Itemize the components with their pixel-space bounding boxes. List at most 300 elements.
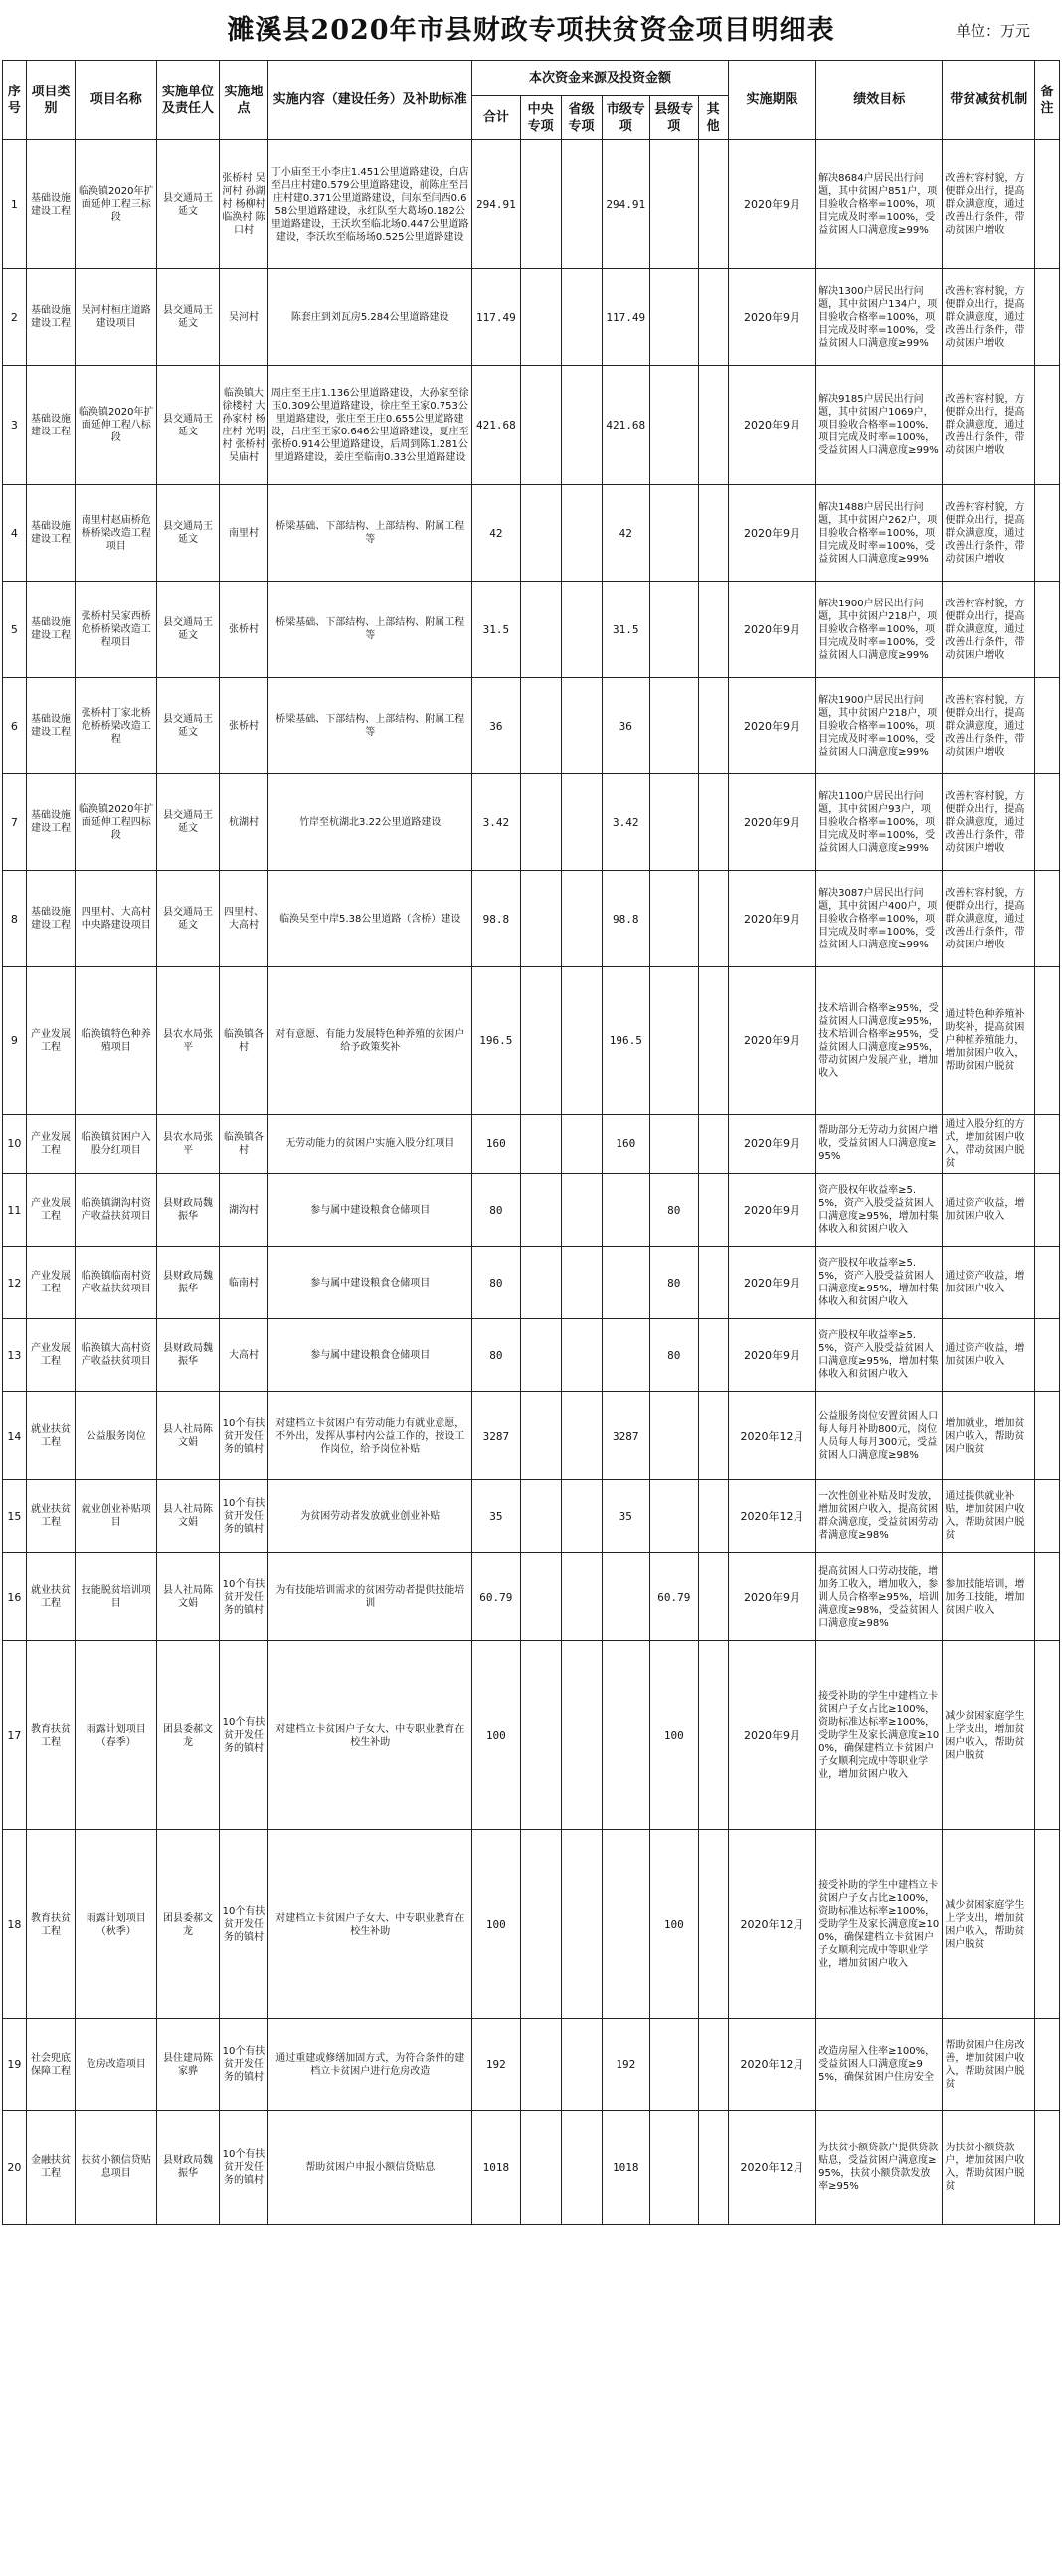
table-row (3, 774, 1060, 871)
col-header-funds-group: 本次资金来源及投资金额 (472, 61, 729, 96)
province-cell (561, 871, 602, 967)
province-cell (561, 678, 602, 774)
mechanism-cell: 通过提供就业补贴，增加贫困户收入，帮助贫困户脱贫 (943, 1480, 1035, 1553)
county-cell (650, 774, 699, 871)
remark-cell (1035, 678, 1060, 774)
name-cell: 临涣镇2020年扩面延伸工程八标段 (76, 366, 157, 485)
goal-cell: 为扶贫小额贷款户提供贷款贴息，受益贫困户满意度≥95%，扶贫小额贷款发放率≥95% (816, 2111, 943, 2225)
goal-cell: 提高贫困人口劳动技能，增加务工收入，增加收入，参训人员合格率≥95%，培训满意度≥98%，受益贫困人口满意度≥98% (816, 1553, 943, 1641)
content-cell: 陈套庄到刘瓦房5.284公里道路建设 (268, 269, 472, 366)
place-cell: 南里村 (219, 485, 268, 582)
city-cell: 117.49 (602, 269, 650, 366)
remark-cell (1035, 269, 1060, 366)
table-row (3, 582, 1060, 678)
mechanism-cell: 通过入股分红的方式，增加贫困户收入，带动贫困户脱贫 (943, 1115, 1035, 1174)
period-cell: 2020年9月 (728, 871, 815, 967)
col-header-central: 中央专项 (520, 96, 561, 140)
mechanism-cell: 减少贫困家庭学生上学支出，增加贫困户收入，帮助贫困户脱贫 (943, 1830, 1035, 2019)
province-cell (561, 582, 602, 678)
goal-cell: 解决8684户居民出行问题，其中贫困户851户，项目验收合格率=100%，项目完成及时率=100%，受益贫困人口满意度≥99% (816, 140, 943, 269)
seq: 12 (3, 1247, 27, 1319)
unit-label: 单位：万元 (955, 22, 1030, 40)
category-cell: 基础设施建设工程 (26, 140, 76, 269)
remark-cell (1035, 366, 1060, 485)
table-row (3, 1480, 1060, 1553)
category-cell: 基础设施建设工程 (26, 774, 76, 871)
central-cell (520, 1830, 561, 2019)
period-cell: 2020年12月 (728, 1830, 815, 2019)
name-cell: 临涣镇湖沟村资产收益扶贫项目 (76, 1174, 157, 1247)
province-cell (561, 1480, 602, 1553)
period-cell: 2020年12月 (728, 1480, 815, 1553)
seq: 7 (3, 774, 27, 871)
period-cell: 2020年9月 (728, 967, 815, 1115)
col-header-seq: 序号 (3, 61, 27, 140)
place-cell: 张桥村 (219, 582, 268, 678)
goal-cell: 解决1900户居民出行问题，其中贫困户218户，项目验收合格率=100%，项目完成及时率=100%，受益贫困人口满意度≥99% (816, 582, 943, 678)
city-cell: 196.5 (602, 967, 650, 1115)
central-cell (520, 871, 561, 967)
total-cell: 60.79 (472, 1553, 521, 1641)
central-cell (520, 1480, 561, 1553)
category-cell: 产业发展工程 (26, 1247, 76, 1319)
name-cell: 临涣镇2020年扩面延伸工程三标段 (76, 140, 157, 269)
central-cell (520, 2019, 561, 2111)
place-cell: 杭湖村 (219, 774, 268, 871)
org-cell: 县人社局陈文娟 (157, 1553, 220, 1641)
remark-cell (1035, 1115, 1060, 1174)
county-cell: 80 (650, 1319, 699, 1392)
mechanism-cell: 通过资产收益，增加贫困户收入 (943, 1247, 1035, 1319)
content-cell: 为贫困劳动者发放就业创业补贴 (268, 1480, 472, 1553)
seq: 10 (3, 1115, 27, 1174)
central-cell (520, 1553, 561, 1641)
table-header-row (3, 61, 1060, 96)
org-cell: 县人社局陈文娟 (157, 1480, 220, 1553)
table-row (3, 366, 1060, 485)
col-header-province: 省级专项 (561, 96, 602, 140)
county-cell (650, 678, 699, 774)
name-cell: 张桥村丁家北桥危桥桥梁改造工程 (76, 678, 157, 774)
seq: 2 (3, 269, 27, 366)
place-cell: 10个有扶贫开发任务的镇村 (219, 1392, 268, 1480)
content-cell: 对建档立卡贫困户子女大、中专职业教育在校生补助 (268, 1830, 472, 2019)
org-cell: 县交通局王延文 (157, 582, 220, 678)
table-row (3, 1830, 1060, 2019)
period-cell: 2020年9月 (728, 485, 815, 582)
col-header-goal: 绩效目标 (816, 61, 943, 140)
org-cell: 团县委郝文龙 (157, 1641, 220, 1830)
central-cell (520, 774, 561, 871)
remark-cell (1035, 582, 1060, 678)
period-cell: 2020年9月 (728, 678, 815, 774)
other-cell (698, 366, 728, 485)
table-row (3, 2019, 1060, 2111)
place-cell: 四里村、大高村 (219, 871, 268, 967)
central-cell (520, 366, 561, 485)
seq: 20 (3, 2111, 27, 2225)
org-cell: 县住建局陈家骅 (157, 2019, 220, 2111)
name-cell: 临涣镇特色种养殖项目 (76, 967, 157, 1115)
remark-cell (1035, 774, 1060, 871)
period-cell: 2020年12月 (728, 2111, 815, 2225)
org-cell: 团县委郝文龙 (157, 1830, 220, 2019)
county-cell (650, 967, 699, 1115)
central-cell (520, 582, 561, 678)
org-cell: 县人社局陈文娟 (157, 1392, 220, 1480)
goal-cell: 技术培训合格率≥95%，受益贫困人口满意度≥95%，技术培训合格率≥95%，受益贫困人口满意度≥95%，带动贫困户发展产业，增加收入 (816, 967, 943, 1115)
org-cell: 县交通局王延文 (157, 140, 220, 269)
category-cell: 产业发展工程 (26, 1115, 76, 1174)
city-cell (602, 1174, 650, 1247)
county-cell: 80 (650, 1247, 699, 1319)
content-cell: 通过重建或修缮加固方式，为符合条件的建档立卡贫困户进行危房改造 (268, 2019, 472, 2111)
category-cell: 产业发展工程 (26, 1319, 76, 1392)
col-header-county: 县级专项 (650, 96, 699, 140)
content-cell: 无劳动能力的贫困户实施入股分红项目 (268, 1115, 472, 1174)
category-cell: 教育扶贫工程 (26, 1641, 76, 1830)
total-cell: 294.91 (472, 140, 521, 269)
mechanism-cell: 通过资产收益，增加贫困户收入 (943, 1319, 1035, 1392)
seq: 16 (3, 1553, 27, 1641)
city-cell (602, 1641, 650, 1830)
total-cell: 1018 (472, 2111, 521, 2225)
seq: 17 (3, 1641, 27, 1830)
county-cell (650, 582, 699, 678)
name-cell: 四里村、大高村中央路建设项目 (76, 871, 157, 967)
mechanism-cell: 参加技能培训，增加务工技能，增加贫困户收入 (943, 1553, 1035, 1641)
org-cell: 县农水局张平 (157, 967, 220, 1115)
total-cell: 192 (472, 2019, 521, 2111)
other-cell (698, 1247, 728, 1319)
content-cell: 参与属中建设粮食仓储项目 (268, 1247, 472, 1319)
name-cell: 危房改造项目 (76, 2019, 157, 2111)
seq: 18 (3, 1830, 27, 2019)
goal-cell: 帮助部分无劳动力贫困户增收，受益贫困人口满意度≥95% (816, 1115, 943, 1174)
place-cell: 10个有扶贫开发任务的镇村 (219, 1480, 268, 1553)
org-cell: 县交通局王延文 (157, 774, 220, 871)
other-cell (698, 967, 728, 1115)
name-cell: 就业创业补贴项目 (76, 1480, 157, 1553)
org-cell: 县财政局魏振华 (157, 1174, 220, 1247)
other-cell (698, 1392, 728, 1480)
total-cell: 35 (472, 1480, 521, 1553)
city-cell (602, 1319, 650, 1392)
col-header-content: 实施内容（建设任务）及补助标准 (268, 61, 472, 140)
other-cell (698, 678, 728, 774)
table-row (3, 1319, 1060, 1392)
central-cell (520, 1174, 561, 1247)
category-cell: 就业扶贫工程 (26, 1480, 76, 1553)
other-cell (698, 774, 728, 871)
goal-cell: 一次性创业补贴及时发放，增加贫困户收入，提高贫困群众满意度，受益贫困劳动者满意度≥98% (816, 1480, 943, 1553)
seq: 13 (3, 1319, 27, 1392)
remark-cell (1035, 1319, 1060, 1392)
other-cell (698, 1319, 728, 1392)
seq: 5 (3, 582, 27, 678)
remark-cell (1035, 1480, 1060, 1553)
total-cell: 98.8 (472, 871, 521, 967)
seq: 15 (3, 1480, 27, 1553)
category-cell: 就业扶贫工程 (26, 1553, 76, 1641)
central-cell (520, 2111, 561, 2225)
other-cell (698, 871, 728, 967)
period-cell: 2020年12月 (728, 1392, 815, 1480)
seq: 14 (3, 1392, 27, 1480)
seq: 11 (3, 1174, 27, 1247)
mechanism-cell: 改善村容村貌，方便群众出行，提高群众满意度，通过改善出行条件，带动贫困户增收 (943, 269, 1035, 366)
page-title: 濉溪县2020年市县财政专项扶贫资金项目明细表 (227, 15, 835, 46)
city-cell: 36 (602, 678, 650, 774)
total-cell: 80 (472, 1174, 521, 1247)
remark-cell (1035, 1392, 1060, 1480)
remark-cell (1035, 140, 1060, 269)
city-cell: 3287 (602, 1392, 650, 1480)
county-cell (650, 366, 699, 485)
content-cell: 竹岸至杭湖北3.22公里道路建设 (268, 774, 472, 871)
other-cell (698, 2019, 728, 2111)
table-body (3, 140, 1060, 2225)
category-cell: 基础设施建设工程 (26, 485, 76, 582)
content-cell: 桥梁基础、下部结构、上部结构、附属工程等 (268, 485, 472, 582)
goal-cell: 接受补助的学生中建档立卡贫困户子女占比≥100%，资助标准达标率≥100%，受助学生及家长满意度≥100%，确保建档立卡贫困户子女顺利完成中等职业学业，增加贫困户收入 (816, 1641, 943, 1830)
county-cell (650, 269, 699, 366)
col-header-name: 项目名称 (76, 61, 157, 140)
other-cell (698, 269, 728, 366)
city-cell: 192 (602, 2019, 650, 2111)
goal-cell: 接受补助的学生中建档立卡贫困户子女占比≥100%，资助标准达标率≥100%，受助学生及家长满意度≥100%，确保建档立卡贫困户子女顺利完成中等职业学业，增加贫困户收入 (816, 1830, 943, 2019)
central-cell (520, 1641, 561, 1830)
city-cell: 3.42 (602, 774, 650, 871)
total-cell: 80 (472, 1247, 521, 1319)
content-cell: 帮助贫困户申报小额信贷贴息 (268, 2111, 472, 2225)
goal-cell: 解决1900户居民出行问题，其中贫困户218户，项目验收合格率=100%，项目完成及时率=100%，受益贫困人口满意度≥99% (816, 678, 943, 774)
mechanism-cell: 通过资产收益，增加贫困户收入 (943, 1174, 1035, 1247)
total-cell: 80 (472, 1319, 521, 1392)
mechanism-cell: 改善村容村貌，方便群众出行，提高群众满意度，通过改善出行条件，带动贫困户增收 (943, 774, 1035, 871)
city-cell: 421.68 (602, 366, 650, 485)
remark-cell (1035, 871, 1060, 967)
period-cell: 2020年9月 (728, 366, 815, 485)
city-cell: 35 (602, 1480, 650, 1553)
place-cell: 10个有扶贫开发任务的镇村 (219, 1830, 268, 2019)
central-cell (520, 140, 561, 269)
province-cell (561, 485, 602, 582)
city-cell: 98.8 (602, 871, 650, 967)
content-cell: 丁小庙至王小李庄1.451公里道路建设，白店至吕庄村建0.579公里道路建设，前陈庄至吕庄村建0.371公里道路建设，闫东至闫西0.658公里道路建设，永红队至大葛场0.182公里道路建设，王沃坎至临北场0.447公里道路建设，李沃坎至临场场0.525公里道路建设 (268, 140, 472, 269)
col-header-mechanism: 带贫减贫机制 (943, 61, 1035, 140)
total-cell: 3.42 (472, 774, 521, 871)
place-cell: 临涣镇各村 (219, 967, 268, 1115)
table-row (3, 1553, 1060, 1641)
city-cell: 31.5 (602, 582, 650, 678)
seq: 19 (3, 2019, 27, 2111)
remark-cell (1035, 1830, 1060, 2019)
remark-cell (1035, 1247, 1060, 1319)
category-cell: 产业发展工程 (26, 967, 76, 1115)
content-cell: 桥梁基础、下部结构、上部结构、附属工程等 (268, 582, 472, 678)
city-cell (602, 1247, 650, 1319)
seq: 8 (3, 871, 27, 967)
category-cell: 就业扶贫工程 (26, 1392, 76, 1480)
mechanism-cell: 改善村容村貌，方便群众出行，提高群众满意度，通过改善出行条件，带动贫困户增收 (943, 366, 1035, 485)
total-cell: 160 (472, 1115, 521, 1174)
central-cell (520, 1392, 561, 1480)
central-cell (520, 1319, 561, 1392)
city-cell: 160 (602, 1115, 650, 1174)
col-header-total: 合计 (472, 96, 521, 140)
county-cell (650, 2111, 699, 2225)
province-cell (561, 1830, 602, 2019)
province-cell (561, 269, 602, 366)
place-cell: 临涣镇各村 (219, 1115, 268, 1174)
table-row (3, 967, 1060, 1115)
period-cell: 2020年9月 (728, 1553, 815, 1641)
goal-cell: 解决3087户居民出行问题，其中贫困户400户，项目验收合格率=100%，项目完成及时率=100%，受益贫困人口满意度≥99% (816, 871, 943, 967)
period-cell: 2020年9月 (728, 269, 815, 366)
goal-cell: 解决1300户居民出行问题，其中贫困户134户，项目验收合格率=100%，项目完成及时率=100%，受益贫困人口满意度≥99% (816, 269, 943, 366)
central-cell (520, 269, 561, 366)
col-header-other: 其他 (698, 96, 728, 140)
category-cell: 基础设施建设工程 (26, 269, 76, 366)
seq: 3 (3, 366, 27, 485)
total-cell: 100 (472, 1641, 521, 1830)
period-cell: 2020年9月 (728, 1319, 815, 1392)
org-cell: 县交通局王延文 (157, 678, 220, 774)
period-cell: 2020年12月 (728, 2019, 815, 2111)
goal-cell: 解决1488户居民出行问题，其中贫困户262户，项目验收合格率=100%，项目完成及时率=100%，受益贫困人口满意度≥99% (816, 485, 943, 582)
mechanism-cell: 帮助贫困户住房改善，增加贫困户收入，帮助贫困户脱贫 (943, 2019, 1035, 2111)
table-row (3, 1641, 1060, 1830)
province-cell (561, 2019, 602, 2111)
content-cell: 临涣吴至中岸5.38公里道路（含桥）建设 (268, 871, 472, 967)
col-header-remark: 备注 (1035, 61, 1060, 140)
place-cell: 大高村 (219, 1319, 268, 1392)
org-cell: 县交通局王延文 (157, 485, 220, 582)
category-cell: 基础设施建设工程 (26, 678, 76, 774)
total-cell: 3287 (472, 1392, 521, 1480)
name-cell: 临涣镇2020年扩面延伸工程四标段 (76, 774, 157, 871)
org-cell: 县交通局王延文 (157, 871, 220, 967)
place-cell: 临南村 (219, 1247, 268, 1319)
period-cell: 2020年9月 (728, 582, 815, 678)
total-cell: 196.5 (472, 967, 521, 1115)
other-cell (698, 1174, 728, 1247)
place-cell: 10个有扶贫开发任务的镇村 (219, 1553, 268, 1641)
total-cell: 31.5 (472, 582, 521, 678)
place-cell: 10个有扶贫开发任务的镇村 (219, 2111, 268, 2225)
project-table (2, 60, 1060, 2225)
org-cell: 县交通局王延文 (157, 269, 220, 366)
remark-cell (1035, 1641, 1060, 1830)
city-cell (602, 1830, 650, 2019)
province-cell (561, 140, 602, 269)
seq: 6 (3, 678, 27, 774)
goal-cell: 解决1100户居民出行问题，其中贫困户93户，项目验收合格率=100%，项目完成及时率=100%，受益贫困人口满意度≥99% (816, 774, 943, 871)
total-cell: 36 (472, 678, 521, 774)
col-header-org: 实施单位及责任人 (157, 61, 220, 140)
seq: 1 (3, 140, 27, 269)
content-cell: 桥梁基础、下部结构、上部结构、附属工程等 (268, 678, 472, 774)
name-cell: 雨露计划项目（春季） (76, 1641, 157, 1830)
org-cell: 县财政局魏振华 (157, 2111, 220, 2225)
table-row (3, 871, 1060, 967)
period-cell: 2020年9月 (728, 1174, 815, 1247)
name-cell: 公益服务岗位 (76, 1392, 157, 1480)
county-cell (650, 1392, 699, 1480)
mechanism-cell: 为扶贫小额贷款户，增加贫困户收入，帮助贫困户脱贫 (943, 2111, 1035, 2225)
central-cell (520, 967, 561, 1115)
content-cell: 为有技能培训需求的贫困劳动者提供技能培训 (268, 1553, 472, 1641)
county-cell (650, 140, 699, 269)
name-cell: 张桥村吴家西桥危桥桥梁改造工程项目 (76, 582, 157, 678)
mechanism-cell: 改善村容村貌，方便群众出行，提高群众满意度，通过改善出行条件，带动贫困户增收 (943, 485, 1035, 582)
mechanism-cell: 减少贫困家庭学生上学支出，增加贫困户收入，帮助贫困户脱贫 (943, 1641, 1035, 1830)
mechanism-cell: 改善村容村貌，方便群众出行，提高群众满意度，通过改善出行条件，带动贫困户增收 (943, 678, 1035, 774)
name-cell: 临涣镇临南村资产收益扶贫项目 (76, 1247, 157, 1319)
other-cell (698, 1641, 728, 1830)
content-cell: 对建档立卡贫困户子女大、中专职业教育在校生补助 (268, 1641, 472, 1830)
seq: 4 (3, 485, 27, 582)
table-row (3, 2111, 1060, 2225)
table-row (3, 678, 1060, 774)
table-row (3, 1115, 1060, 1174)
county-cell: 100 (650, 1830, 699, 2019)
total-cell: 421.68 (472, 366, 521, 485)
period-cell: 2020年9月 (728, 1115, 815, 1174)
goal-cell: 资产股权年收益率≥5.5%，资产入股受益贫困人口满意度≥95%，增加村集体收入和贫困户收入 (816, 1247, 943, 1319)
name-cell: 南里村赵庙桥危桥桥梁改造工程项目 (76, 485, 157, 582)
category-cell: 教育扶贫工程 (26, 1830, 76, 2019)
province-cell (561, 366, 602, 485)
county-cell (650, 1480, 699, 1553)
category-cell: 社会兜底保障工程 (26, 2019, 76, 2111)
name-cell: 技能脱贫培训项目 (76, 1553, 157, 1641)
mechanism-cell: 通过特色种养殖补助奖补，提高贫困户种植养殖能力，增加贫困户收入，帮助贫困户脱贫 (943, 967, 1035, 1115)
category-cell: 基础设施建设工程 (26, 366, 76, 485)
name-cell: 临涣镇贫困户入股分红项目 (76, 1115, 157, 1174)
other-cell (698, 140, 728, 269)
seq: 9 (3, 967, 27, 1115)
col-header-period: 实施期限 (728, 61, 815, 140)
category-cell: 金融扶贫工程 (26, 2111, 76, 2225)
remark-cell (1035, 967, 1060, 1115)
other-cell (698, 485, 728, 582)
county-cell: 60.79 (650, 1553, 699, 1641)
category-cell: 基础设施建设工程 (26, 871, 76, 967)
name-cell: 吴河村桓庄道路建设项目 (76, 269, 157, 366)
province-cell (561, 774, 602, 871)
province-cell (561, 1247, 602, 1319)
county-cell (650, 1115, 699, 1174)
city-cell: 1018 (602, 2111, 650, 2225)
org-cell: 县交通局王延文 (157, 366, 220, 485)
content-cell: 周庄至王庄1.136公里道路建设，大孙家至徐玉0.309公里道路建设，徐庄至王家0.753公里道路建设，张庄至王庄0.655公里道路建设，吕庄至王家0.646公里道路建设，夏庄至张桥0.914公里道路建设，后周到陈1.281公里道路建设，姜庄至临南0.33公里道路建设 (268, 366, 472, 485)
county-cell (650, 2019, 699, 2111)
period-cell: 2020年9月 (728, 140, 815, 269)
period-cell: 2020年9月 (728, 1247, 815, 1319)
province-cell (561, 1553, 602, 1641)
content-cell: 对有意愿、有能力发展特色种养殖的贫困户给予政策奖补 (268, 967, 472, 1115)
remark-cell (1035, 2019, 1060, 2111)
table-row (3, 140, 1060, 269)
central-cell (520, 678, 561, 774)
period-cell: 2020年9月 (728, 1641, 815, 1830)
total-cell: 42 (472, 485, 521, 582)
goal-cell: 公益服务岗位安置贫困人口每人每月补助800元，岗位人员每人每月300元，受益贫困人口满意度≥98% (816, 1392, 943, 1480)
mechanism-cell: 改善村容村貌，方便群众出行，提高群众满意度，通过改善出行条件，带动贫困户增收 (943, 582, 1035, 678)
remark-cell (1035, 1174, 1060, 1247)
